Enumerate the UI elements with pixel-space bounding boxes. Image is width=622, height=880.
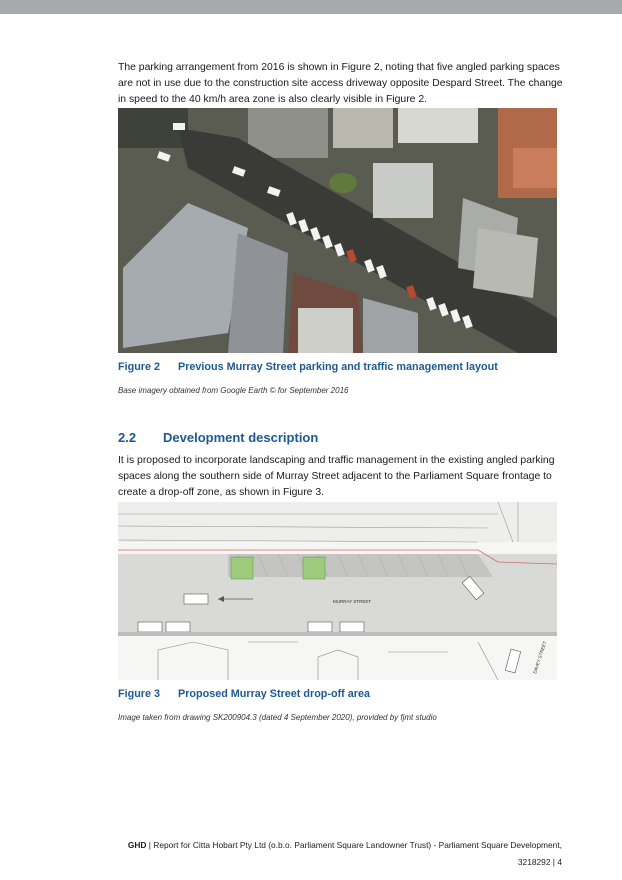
street-label: MURRAY STREET <box>333 599 372 604</box>
figure-2-title: Previous Murray Street parking and traffic management layout <box>178 361 498 373</box>
section-number: 2.2 <box>118 430 137 445</box>
footer-project-number: 3218292 <box>517 857 551 867</box>
section-heading <box>118 430 318 445</box>
site-plan-drawing <box>118 502 557 680</box>
aerial-image <box>118 108 557 353</box>
figure-2-number: Figure 2 <box>118 361 160 373</box>
side-street-label: DAVEY STREET <box>532 640 548 675</box>
header-bar <box>0 0 622 14</box>
figure-3-title: Proposed Murray Street drop-off area <box>178 688 370 700</box>
figure-3-number: Figure 3 <box>118 688 160 700</box>
page-footer: GHD | Report for Citta Hobart Pty Ltd (o.b.o. Parliament Square Landowner Trust) - Parliament Square Development, 3218292 | 4 <box>127 840 562 867</box>
footer-page-number: 4 <box>557 857 562 867</box>
figure-3-credit: Image taken from drawing SK200904.3 (dated 4 September 2020), provided by fjmt studio <box>118 713 437 722</box>
figure-2-credit: Base imagery obtained from Google Earth © for September 2016 <box>118 386 349 395</box>
footer-company: GHD <box>127 840 147 850</box>
intro-paragraph: The parking arrangement from 2016 is shown in Figure 2, noting that five angled parking spaces are not in use due to the construction site access driveway opposite Despard Street. The change in speed to the 40 km/h area zone is also clearly visible in Figure 2. <box>118 62 563 105</box>
description-paragraph: It is proposed to incorporate landscaping and traffic management in the existing angled parking spaces along the southern side of Murray Street adjacent to the Parliament Square frontage to create a drop-off zone, as shown in Figure 3. <box>118 455 555 498</box>
figure-2-caption <box>118 361 498 373</box>
figure-3-caption <box>118 688 370 700</box>
footer-report-title: Report for Citta Hobart Pty Ltd (o.b.o. Parliament Square Landowner Trust) - Parliament Square Development, <box>153 840 562 850</box>
section-title: Development description <box>163 430 319 445</box>
